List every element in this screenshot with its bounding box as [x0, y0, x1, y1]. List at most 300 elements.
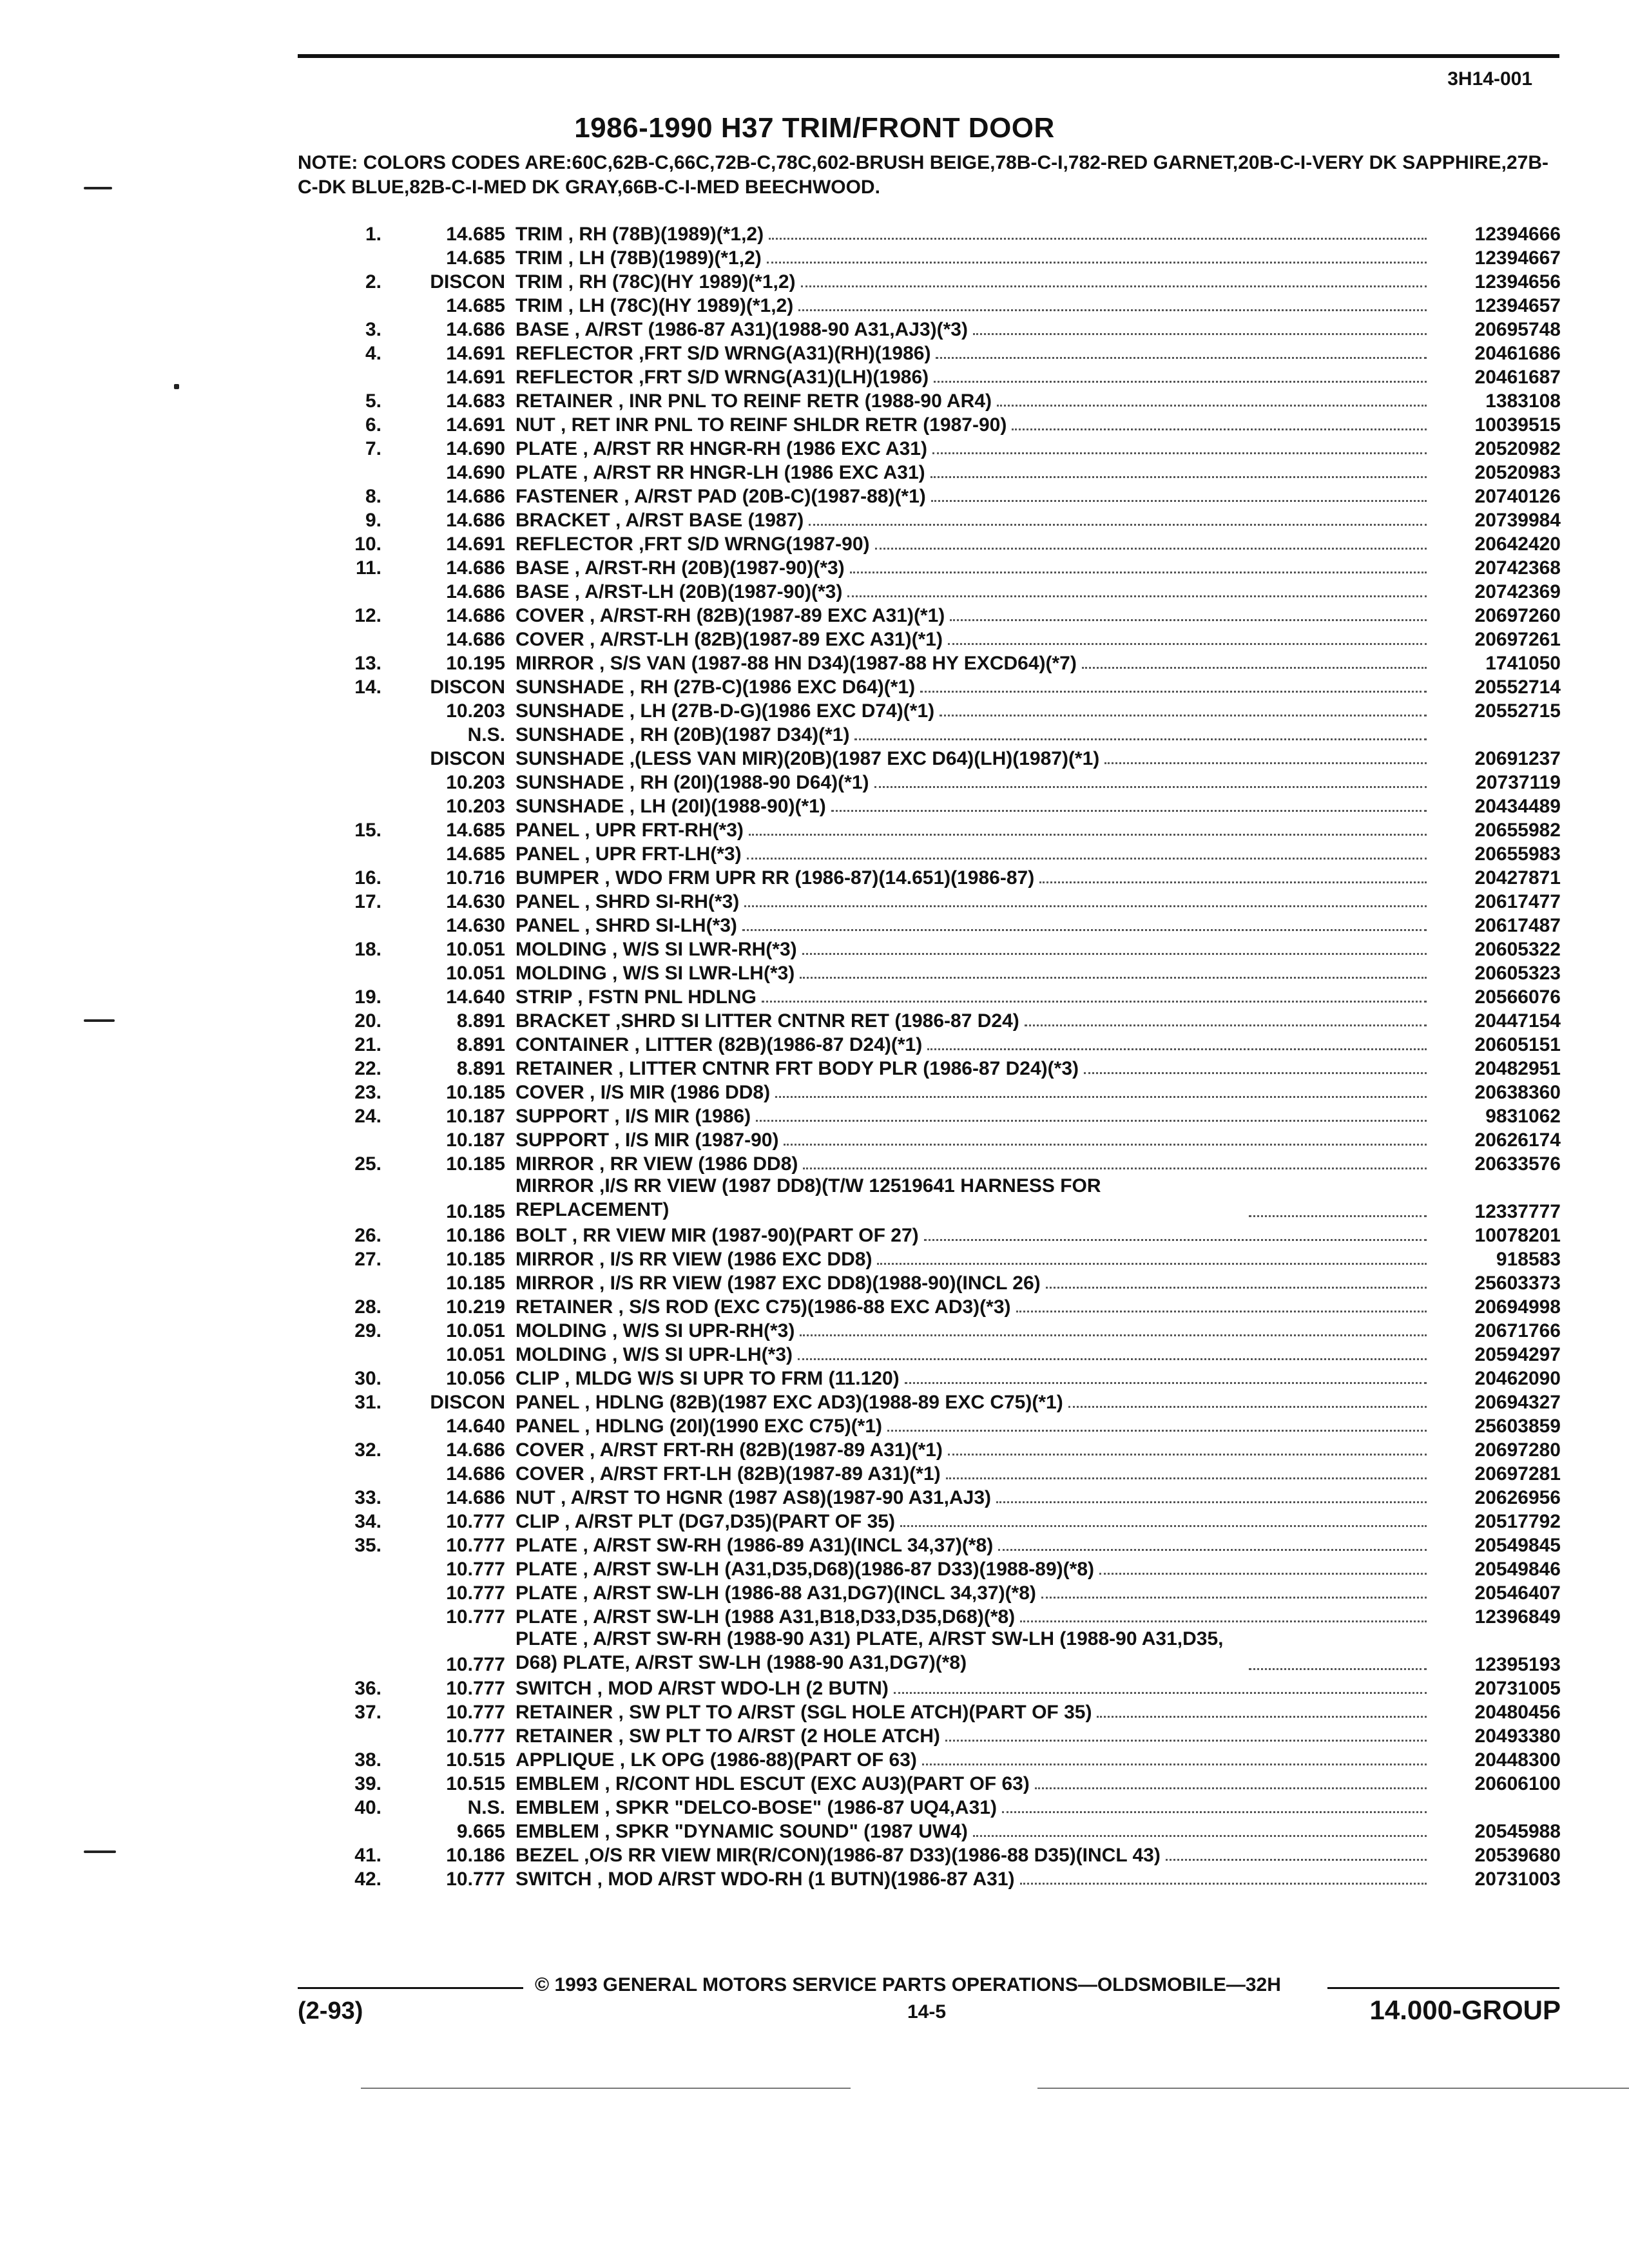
dot-leader — [749, 834, 1427, 836]
description-cell — [516, 1536, 1432, 1555]
dot-leader — [1046, 1287, 1427, 1289]
part-number: 20697261 — [1474, 629, 1561, 650]
part-description: BASE , A/RST-RH (20B)(1987-90)(*3) — [516, 559, 845, 578]
description-cell — [516, 1608, 1432, 1627]
part-row — [298, 721, 1561, 745]
item-number: 23. — [354, 1082, 381, 1103]
part-description: PANEL , HDLNG (82B)(1987 EXC AD3)(1988-89 EXC C75)(*1) — [516, 1393, 1063, 1412]
part-description: PLATE , A/RST SW-LH (1986-88 A31,DG7)(INCL 34,37)(*8) — [516, 1584, 1036, 1603]
part-row — [298, 1102, 1561, 1126]
description-cell — [516, 1369, 1432, 1389]
item-number: 36. — [354, 1678, 381, 1699]
group-code: 10.051 — [446, 963, 505, 984]
description-cell — [516, 821, 1432, 840]
dot-leader — [800, 1334, 1427, 1336]
part-description: FASTENER , A/RST PAD (20B-C)(1987-88)(*1) — [516, 487, 926, 506]
part-number: 20638360 — [1474, 1082, 1561, 1103]
dot-leader — [924, 1239, 1427, 1241]
part-description: CLIP , MLDG W/S SI UPR TO FRM (11.120) — [516, 1369, 900, 1389]
group-code: 14.685 — [446, 820, 505, 841]
group-code: 14.630 — [446, 915, 505, 936]
part-description: RETAINER , SW PLT TO A/RST (SGL HOLE ATCH)(PART OF 35) — [516, 1703, 1092, 1722]
item-number: 14. — [354, 677, 381, 698]
description-cell — [516, 1226, 1432, 1245]
part-description: SUNSHADE , LH (27B-D-G)(1986 EXC D74)(*1) — [516, 702, 935, 721]
description-cell — [516, 273, 1432, 292]
group-code: 14.683 — [446, 390, 505, 412]
group-code: 10.777 — [446, 1606, 505, 1628]
part-description: EMBLEM , R/CONT HDL ESCUT (EXC AU3)(PART OF 63) — [516, 1774, 1030, 1794]
description-cell — [516, 797, 1432, 816]
part-number: 20605322 — [1474, 939, 1561, 960]
item-number: 2. — [365, 271, 381, 293]
part-number: 20626174 — [1474, 1129, 1561, 1151]
group-code: 10.777 — [446, 1654, 505, 1675]
part-description: PANEL , SHRD SI-RH(*3) — [516, 892, 740, 912]
part-row — [298, 387, 1561, 411]
part-description: PANEL , SHRD SI-LH(*3) — [516, 916, 737, 936]
group-code: 10.777 — [446, 1702, 505, 1723]
item-number: 7. — [365, 438, 381, 459]
part-description: COVER , A/RST FRT-RH (82B)(1987-89 A31)(*1) — [516, 1441, 943, 1460]
part-row — [298, 1865, 1561, 1889]
part-row — [298, 316, 1561, 340]
group-code: 14.686 — [446, 319, 505, 340]
item-number: 18. — [354, 939, 381, 960]
dot-leader — [998, 1549, 1427, 1551]
dot-leader — [1025, 1024, 1427, 1026]
group-code: 10.185 — [446, 1273, 505, 1294]
dot-leader — [922, 1763, 1427, 1765]
page-number: 14-5 — [907, 2001, 947, 2023]
item-number: 17. — [354, 891, 381, 912]
group-code: 10.186 — [446, 1845, 505, 1866]
group-code: 10.777 — [446, 1559, 505, 1580]
description-cell — [516, 1488, 1432, 1508]
group-code: 10.056 — [446, 1368, 505, 1389]
description-cell — [516, 964, 1432, 983]
part-row — [298, 1484, 1561, 1508]
part-description: RETAINER , SW PLT TO A/RST (2 HOLE ATCH) — [516, 1727, 940, 1746]
part-row — [298, 1150, 1561, 1174]
part-number: 20694998 — [1474, 1296, 1561, 1318]
part-row — [298, 673, 1561, 697]
footer-rule-left — [298, 1987, 523, 1989]
group-code: 10.716 — [446, 867, 505, 889]
part-row — [298, 483, 1561, 506]
item-number: 38. — [354, 1749, 381, 1771]
description-cell — [516, 1727, 1432, 1746]
group-code: 10.777 — [446, 1535, 505, 1556]
part-number: 20448300 — [1474, 1749, 1561, 1771]
part-row — [298, 1007, 1561, 1031]
part-number: 20633576 — [1474, 1153, 1561, 1175]
part-number: 20697260 — [1474, 605, 1561, 626]
part-number: 20552714 — [1474, 677, 1561, 698]
part-number: 20427871 — [1474, 867, 1561, 889]
part-description: PANEL , HDLNG (20I)(1990 EXC C75)(*1) — [516, 1417, 883, 1436]
part-number: 20517792 — [1474, 1511, 1561, 1532]
dot-leader — [996, 1501, 1427, 1503]
group-code: 14.690 — [446, 462, 505, 483]
description-cell — [516, 1870, 1432, 1889]
group-code: 10.051 — [446, 1320, 505, 1341]
dot-leader — [936, 357, 1427, 359]
part-row — [298, 602, 1561, 626]
part-description: COVER , A/RST-LH (82B)(1987-89 EXC A31)(*1) — [516, 630, 943, 649]
part-number: 20549845 — [1474, 1535, 1561, 1556]
group-code: 10.187 — [446, 1129, 505, 1151]
part-number: 20493380 — [1474, 1725, 1561, 1747]
item-number: 10. — [354, 533, 381, 555]
description-cell — [516, 749, 1432, 769]
dot-leader — [803, 1168, 1427, 1169]
description-cell — [516, 439, 1432, 459]
scan-dot — [174, 384, 179, 389]
part-row — [298, 1627, 1561, 1675]
group-code: DISCON — [430, 1392, 505, 1413]
part-row — [298, 578, 1561, 602]
part-row — [298, 292, 1561, 316]
item-number: 32. — [354, 1439, 381, 1461]
part-number: 20552715 — [1474, 700, 1561, 722]
description-cell — [516, 1250, 1432, 1269]
part-number: 20447154 — [1474, 1010, 1561, 1032]
description-cell — [516, 1560, 1432, 1579]
part-row — [298, 983, 1561, 1007]
description-cell — [516, 892, 1432, 912]
group-code: 9.665 — [456, 1821, 505, 1842]
scan-mark — [84, 1019, 115, 1022]
group-number: 14.000-GROUP — [1369, 1995, 1561, 2025]
item-number: 11. — [355, 557, 381, 579]
description-cell — [516, 1441, 1432, 1460]
description-cell — [516, 487, 1432, 506]
dot-leader — [1249, 1668, 1427, 1670]
item-number: 31. — [354, 1392, 381, 1413]
item-number: 33. — [354, 1487, 381, 1508]
dot-leader — [1097, 1716, 1427, 1718]
item-number: 9. — [365, 510, 381, 531]
part-number: 20697281 — [1474, 1463, 1561, 1485]
scan-bottom-rule — [1037, 2088, 1629, 2089]
scan-bottom-rule — [361, 2088, 851, 2089]
part-number: 20742369 — [1474, 581, 1561, 602]
part-row — [298, 1174, 1561, 1222]
dot-leader — [850, 572, 1427, 573]
part-description: PLATE , A/RST RR HNGR-RH (1986 EXC A31) — [516, 439, 927, 459]
part-number: 20642420 — [1474, 533, 1561, 555]
group-code: 10.187 — [446, 1106, 505, 1127]
description-cell — [516, 1083, 1432, 1102]
description-cell — [516, 1512, 1432, 1532]
part-number: 12337777 — [1474, 1201, 1561, 1222]
item-number: 26. — [354, 1225, 381, 1246]
scan-mark — [84, 187, 112, 189]
description-cell — [516, 1345, 1432, 1365]
description-cell — [516, 1035, 1432, 1055]
description-cell — [516, 1107, 1432, 1126]
dot-leader — [800, 977, 1427, 979]
group-code: 14.685 — [446, 295, 505, 316]
item-number: 37. — [354, 1702, 381, 1723]
description-cell — [516, 940, 1432, 959]
part-row — [298, 1532, 1561, 1555]
part-number: 20605151 — [1474, 1034, 1561, 1055]
part-number: 12394666 — [1474, 224, 1561, 245]
description-cell — [516, 416, 1432, 435]
part-row — [298, 1245, 1561, 1269]
part-description: BRACKET , A/RST BASE (1987) — [516, 511, 804, 530]
dot-leader — [1099, 1573, 1427, 1575]
description-cell — [516, 1417, 1432, 1436]
part-description: APPLIQUE , LK OPG (1986-88)(PART OF 63) — [516, 1751, 917, 1770]
group-code: 8.891 — [456, 1034, 505, 1055]
dot-leader — [847, 595, 1427, 597]
group-code: 10.185 — [446, 1082, 505, 1103]
part-number: 20697280 — [1474, 1439, 1561, 1461]
part-number: 20617487 — [1474, 915, 1561, 936]
description-cell — [516, 1627, 1432, 1675]
part-row — [298, 340, 1561, 363]
part-row — [298, 1555, 1561, 1579]
item-number: 27. — [354, 1249, 381, 1270]
part-description: BEZEL ,O/S RR VIEW MIR(R/CON)(1986-87 D33)(1986-88 D35)(INCL 43) — [516, 1846, 1161, 1865]
dot-leader — [934, 381, 1427, 383]
part-description: STRIP , FSTN PNL HDLNG — [516, 988, 757, 1007]
part-number: 25603859 — [1474, 1416, 1561, 1437]
dot-leader — [1068, 1406, 1427, 1408]
group-code: 10.777 — [446, 1725, 505, 1747]
description-cell — [516, 1298, 1432, 1317]
description-cell — [516, 845, 1432, 864]
part-number: 12394656 — [1474, 271, 1561, 293]
item-number: 4. — [365, 343, 381, 364]
part-row — [298, 1579, 1561, 1603]
part-description: SUPPORT , I/S MIR (1987-90) — [516, 1131, 779, 1150]
part-description: PLATE , A/RST SW-LH (1988 A31,B18,D33,D35,D68)(*8) — [516, 1608, 1016, 1627]
item-number: 15. — [354, 820, 381, 841]
part-number: 20539680 — [1474, 1845, 1561, 1866]
part-row — [298, 1317, 1561, 1341]
part-description: MIRROR , RR VIEW (1986 DD8) — [516, 1155, 798, 1174]
group-code: 14.686 — [446, 605, 505, 626]
part-description: PANEL , UPR FRT-RH(*3) — [516, 821, 744, 840]
group-code: DISCON — [430, 271, 505, 293]
dot-leader — [1084, 1072, 1427, 1074]
part-description: COVER , A/RST FRT-LH (82B)(1987-89 A31)(*1) — [516, 1465, 941, 1484]
dot-leader — [931, 500, 1427, 502]
group-code: 14.685 — [446, 224, 505, 245]
part-row — [298, 1794, 1561, 1818]
part-row — [298, 363, 1561, 387]
item-number: 35. — [354, 1535, 381, 1556]
group-code: 14.691 — [446, 367, 505, 388]
part-description: PLATE , A/RST SW-RH (1986-89 A31)(INCL 34,37)(*8) — [516, 1536, 994, 1555]
group-code: 10.203 — [446, 796, 505, 817]
part-description: MOLDING , W/S SI LWR-LH(*3) — [516, 964, 795, 983]
part-description: COVER , A/RST-RH (82B)(1987-89 EXC A31)(*1) — [516, 606, 945, 626]
part-number: 12394657 — [1474, 295, 1561, 316]
part-description: BASE , A/RST-LH (20B)(1987-90)(*3) — [516, 582, 843, 602]
description-cell — [516, 1798, 1432, 1818]
part-description: SUNSHADE , RH (20B)(1987 D34)(*1) — [516, 726, 850, 745]
part-row — [298, 1460, 1561, 1484]
part-row — [298, 411, 1561, 435]
description-cell — [516, 1822, 1432, 1841]
part-number: 12395193 — [1474, 1654, 1561, 1675]
part-number: 20434489 — [1474, 796, 1561, 817]
part-description: MOLDING , W/S SI LWR-RH(*3) — [516, 940, 797, 959]
part-row — [298, 554, 1561, 578]
part-row — [298, 769, 1561, 793]
group-code: 14.691 — [446, 343, 505, 364]
group-code: 10.185 — [446, 1201, 505, 1222]
part-row — [298, 268, 1561, 292]
dot-leader — [1016, 1311, 1427, 1312]
group-code: 10.186 — [446, 1225, 505, 1246]
description-cell — [516, 773, 1432, 793]
dot-leader — [905, 1382, 1427, 1384]
part-description: SWITCH , MOD A/RST WDO-LH (2 BUTN) — [516, 1679, 889, 1698]
part-row — [298, 506, 1561, 530]
group-code: 14.686 — [446, 486, 505, 507]
group-code: 10.777 — [446, 1511, 505, 1532]
group-code: 10.185 — [446, 1249, 505, 1270]
description-cell — [516, 1846, 1432, 1865]
description-cell — [516, 368, 1432, 387]
description-cell — [516, 606, 1432, 626]
group-code: DISCON — [430, 677, 505, 698]
description-cell — [516, 988, 1432, 1007]
group-code: 14.690 — [446, 438, 505, 459]
dot-leader — [950, 619, 1427, 621]
part-row — [298, 530, 1561, 554]
dot-leader — [1041, 1597, 1427, 1599]
description-cell — [516, 1155, 1432, 1174]
part-description: SUNSHADE , RH (27B-C)(1986 EXC D64)(*1) — [516, 678, 916, 697]
part-row — [298, 1293, 1561, 1317]
dot-leader — [767, 262, 1427, 264]
description-cell — [516, 1751, 1432, 1770]
description-cell — [516, 392, 1432, 411]
dot-leader — [930, 476, 1427, 478]
description-cell — [516, 678, 1432, 697]
part-number: 20546407 — [1474, 1582, 1561, 1604]
dot-leader — [997, 405, 1427, 407]
part-row — [298, 1746, 1561, 1770]
dot-leader — [798, 1358, 1427, 1360]
group-code: 14.685 — [446, 247, 505, 269]
part-description: TRIM , LH (78C)(HY 1989)(*1,2) — [516, 296, 794, 316]
part-number: 20739984 — [1474, 510, 1561, 531]
description-cell — [516, 1679, 1432, 1698]
description-cell — [516, 320, 1432, 340]
part-description: MOLDING , W/S SI UPR-LH(*3) — [516, 1345, 793, 1365]
part-row — [298, 1698, 1561, 1722]
group-code: 10.777 — [446, 1678, 505, 1699]
part-row — [298, 745, 1561, 769]
part-number: 20691237 — [1474, 748, 1561, 769]
dot-leader — [948, 643, 1427, 645]
dot-leader — [900, 1525, 1427, 1527]
dot-leader — [948, 1454, 1427, 1456]
part-number: 9831062 — [1485, 1106, 1561, 1127]
item-number: 20. — [354, 1010, 381, 1032]
dot-leader — [940, 715, 1427, 716]
part-description: PLATE , A/RST SW-RH (1988-90 A31) PLATE, A/RST SW-LH (1988-90 A31,D35, D68) PLATE, A/RST SW-LH (1988-90 A31,DG7)(*8) — [516, 1628, 1224, 1673]
dot-leader — [1249, 1215, 1427, 1217]
description-cell — [516, 726, 1432, 745]
part-row — [298, 1389, 1561, 1412]
part-description: SUNSHADE , LH (20I)(1988-90)(*1) — [516, 797, 826, 816]
group-code: 14.640 — [446, 986, 505, 1008]
group-code: 10.515 — [446, 1749, 505, 1771]
part-row — [298, 1126, 1561, 1150]
description-cell — [516, 630, 1432, 649]
part-description: BRACKET ,SHRD SI LITTER CNTNR RET (1986-87 D24) — [516, 1012, 1019, 1031]
part-description: PLATE , A/RST RR HNGR-LH (1986 EXC A31) — [516, 463, 925, 483]
part-row — [298, 1818, 1561, 1841]
part-row — [298, 459, 1561, 483]
scan-mark — [84, 1850, 116, 1853]
part-description: PLATE , A/RST SW-LH (A31,D35,D68)(1986-87 D33)(1988-89)(*8) — [516, 1560, 1094, 1579]
part-description: CLIP , A/RST PLT (DG7,D35)(PART OF 35) — [516, 1512, 895, 1532]
part-description: TRIM , RH (78B)(1989)(*1,2) — [516, 225, 764, 244]
item-number: 39. — [354, 1773, 381, 1794]
part-row — [298, 1675, 1561, 1698]
description-cell — [516, 916, 1432, 936]
item-number: 3. — [365, 319, 381, 340]
part-row — [298, 244, 1561, 268]
group-code: 14.686 — [446, 510, 505, 531]
part-description: MOLDING , W/S SI UPR-RH(*3) — [516, 1321, 795, 1341]
part-number: 20737119 — [1476, 772, 1561, 793]
part-number: 20655982 — [1474, 820, 1561, 841]
part-number: 918583 — [1496, 1249, 1561, 1270]
description-cell — [516, 654, 1432, 673]
part-number: 20480456 — [1474, 1702, 1561, 1723]
part-description: REFLECTOR ,FRT S/D WRNG(A31)(LH)(1986) — [516, 368, 929, 387]
part-row — [298, 649, 1561, 673]
part-number: 20482951 — [1474, 1058, 1561, 1079]
part-description: MIRROR , I/S RR VIEW (1987 EXC DD8)(1988-90)(INCL 26) — [516, 1274, 1041, 1293]
dot-leader — [775, 1096, 1427, 1098]
part-row — [298, 1412, 1561, 1436]
group-code: N.S. — [467, 724, 505, 745]
part-number: 20545988 — [1474, 1821, 1561, 1842]
part-number: 20520982 — [1474, 438, 1561, 459]
part-row — [298, 1436, 1561, 1460]
dot-leader — [798, 309, 1427, 311]
part-row — [298, 864, 1561, 888]
date-code: (2-93) — [298, 1997, 363, 2024]
description-cell — [516, 296, 1432, 316]
description-cell — [516, 511, 1432, 530]
item-number: 34. — [354, 1511, 381, 1532]
item-number: 13. — [354, 653, 381, 674]
part-description: SWITCH , MOD A/RST WDO-RH (1 BUTN)(1986-87 A31) — [516, 1870, 1015, 1889]
part-row — [298, 1341, 1561, 1365]
part-number: 20742368 — [1474, 557, 1561, 579]
dot-leader — [894, 1692, 1427, 1694]
group-code: 14.691 — [446, 533, 505, 555]
item-number: 24. — [354, 1106, 381, 1127]
dot-leader — [1082, 667, 1427, 669]
group-code: 10.777 — [446, 1582, 505, 1604]
part-number: 20462090 — [1474, 1368, 1561, 1389]
description-cell — [516, 463, 1432, 483]
